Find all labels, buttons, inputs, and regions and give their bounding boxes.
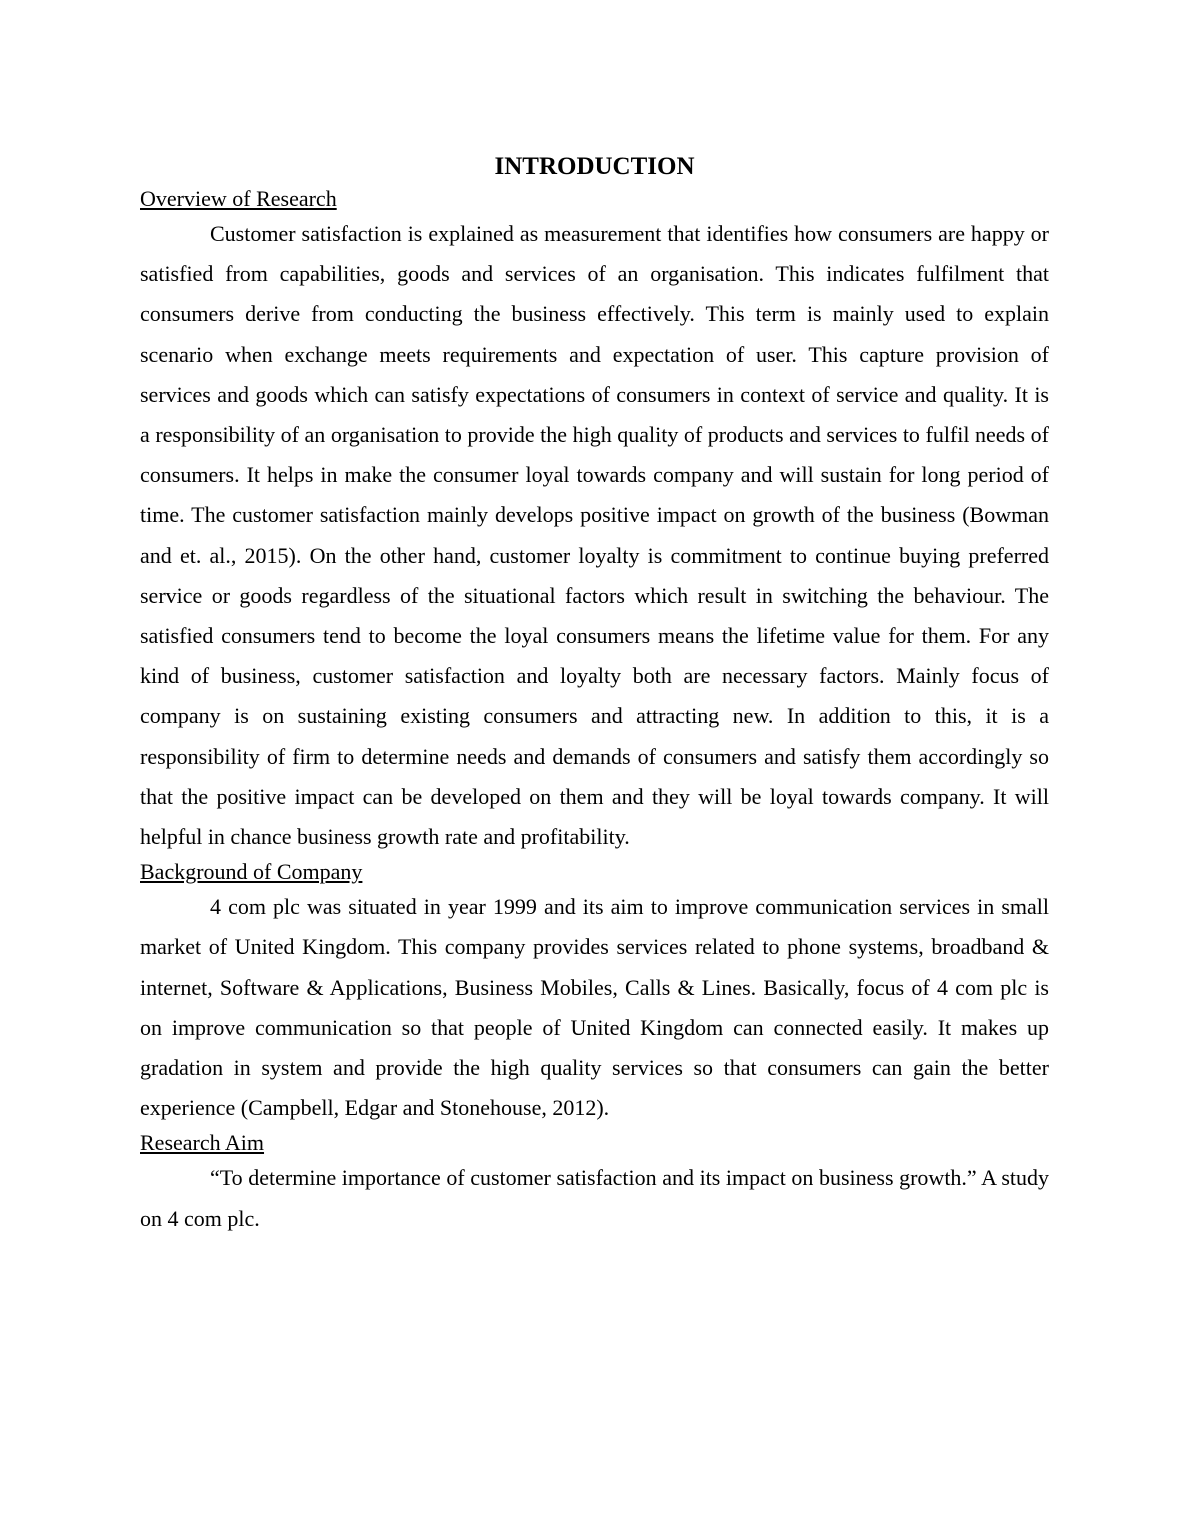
section-paragraph-research-aim: “To determine importance of customer satisfaction and its impact on business growth.” A study on 4 com plc. xyxy=(140,1165,1049,1231)
section-paragraph-overview: Customer satisfaction is explained as measurement that identifies how consumers are happy or satisfied from capabilities, goods and services of an organisation. This indicates fulfilment that consumers derive from conducting the business effectively. This term is mainly used to explain scenario when exchange meets requirements and expectation of user. This capture provision of services and goods which can satisfy expectations of consumers in context of service and quality. It is a responsibility of an organisation to provide the high quality of products and services to fulfil needs of consumers. It helps in make the consumer loyal towards company and will sustain for long period of time. The customer satisfaction mainly develops positive impact on growth of the business (Bowman and et. al., 2015). On the other hand, customer loyalty is commitment to continue buying preferred service or goods regardless of the situational factors which result in switching the behaviour. The satisfied consumers tend to become the loyal consumers means the lifetime value for them. For any kind of business, customer satisfaction and loyalty both are necessary factors. Mainly focus of company is on sustaining existing consumers and attracting new. In addition to this, it is a responsibility of firm to determine needs and demands of consumers and satisfy them accordingly so that the positive impact can be developed on them and they will be loyal towards company. It will helpful in chance business growth rate and profitability. xyxy=(140,221,1049,850)
section-heading-overview: Overview of Research xyxy=(140,186,337,211)
section-heading-background: Background of Company xyxy=(140,859,363,885)
section-paragraph-background: 4 com plc was situated in year 1999 and its aim to improve communication services in small market of United Kingdom. This company provides services related to phone systems, broadband & internet, Software & Applications, Business Mobiles, Calls & Lines. Basically, focus of 4 com plc is on improve communication so that people of United Kingdom can connected easily. It makes up gradation in system and provide the high quality services so that consumers can gain the better experience (Campbell, Edgar and Stonehouse, 2012). xyxy=(140,894,1049,1121)
section-heading-research-aim: Research Aim xyxy=(140,1130,265,1156)
page-title: INTRODUCTION xyxy=(494,153,695,180)
document-body xyxy=(140,150,1049,1239)
